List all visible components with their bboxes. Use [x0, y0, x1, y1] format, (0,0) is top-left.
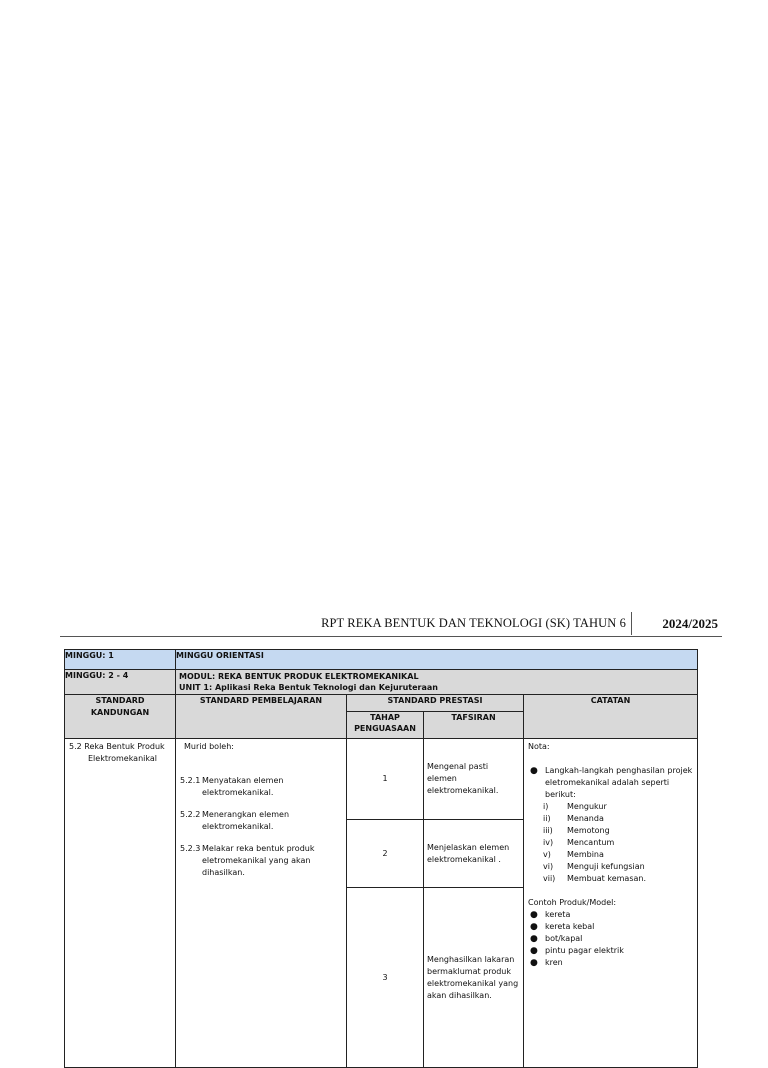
sp-item: 5.2.3 Melakar reka bentuk produk eletromekanikal yang akan dihasilkan.: [180, 844, 315, 877]
unit-title: UNIT 1: Aplikasi Reka Bentuk Teknologi dan Kejuruteraan: [179, 683, 438, 692]
sk-title: Reka Bentuk Produk: [84, 742, 165, 751]
rpt-table: [64, 649, 698, 1068]
week-label: MINGGU: 2 - 4: [65, 670, 176, 695]
list-item: ● kereta: [530, 910, 571, 920]
tafsiran-3: Menghasilkan lakaran bermaklumat produk elektromekanikal yang akan dihasilkan.: [424, 888, 524, 1068]
list-item: iii) Memotong: [543, 826, 610, 835]
tafsiran-1: Mengenal pasti elemen elektromekanikal.: [424, 739, 524, 820]
list-item: ● kereta kebal: [530, 922, 595, 932]
list-item: ● pintu pagar elektrik: [530, 946, 624, 956]
contoh-list: [528, 909, 693, 969]
sk-title-2: Elektromekanikal: [88, 754, 157, 763]
col-tahap-penguasaan: TAHAP PENGUASAAN: [347, 712, 424, 739]
list-item: ii) Menanda: [543, 814, 604, 823]
module-cell: [176, 670, 698, 695]
standard-pembelajaran-cell: [176, 739, 347, 1068]
bullet-icon: ●: [530, 934, 538, 944]
col-standard-prestasi: STANDARD PRESTASI: [347, 695, 524, 712]
document-year: 2024/2025: [662, 616, 718, 631]
content-row-1: [65, 739, 698, 820]
header-divider: [631, 612, 632, 635]
page-header: [60, 612, 722, 637]
list-item: iv) Mencantum: [543, 838, 615, 847]
sk-number: 5.2: [69, 742, 82, 751]
tafsiran-2: Menjelaskan elemen elektromekanikal .: [424, 820, 524, 888]
list-item: ● kren: [530, 958, 563, 968]
week-label: MINGGU: 1: [65, 650, 176, 670]
sp-item: 5.2.2 Menerangkan elemen elektromekanikal.: [180, 810, 290, 831]
contoh-title: Contoh Produk/Model:: [528, 898, 617, 907]
list-item: ● Langkah-langkah penghasilan projek eletromekanikal adalah seperti berikut:: [530, 766, 693, 799]
bullet-icon: ●: [530, 922, 538, 932]
document-title: RPT REKA BENTUK DAN TEKNOLOGI (SK) TAHUN 6: [321, 616, 626, 630]
bullet-icon: ●: [530, 910, 538, 920]
sp-item: 5.2.1 Menyatakan elemen elektromekanikal.: [180, 776, 284, 797]
nota-bullets: [528, 765, 693, 801]
col-standard-pembelajaran: STANDARD PEMBELAJARAN: [176, 695, 347, 739]
col-standard-kandungan: STANDARD KANDUNGAN: [65, 695, 176, 739]
standard-kandungan-cell: [65, 739, 176, 1068]
module-title: MODUL: REKA BENTUK PRODUK ELEKTROMEKANIKAL: [179, 672, 419, 681]
sp-intro: Murid boleh:: [184, 742, 234, 751]
week-row-2: [65, 670, 698, 695]
steps-list: [543, 801, 693, 885]
tahap-1: 1: [347, 739, 424, 820]
tahap-3: 3: [347, 888, 424, 1068]
tahap-2: 2: [347, 820, 424, 888]
list-item: ● bot/kapal: [530, 934, 583, 944]
col-catatan: CATATAN: [524, 695, 698, 739]
week-description: MINGGU ORIENTASI: [176, 650, 698, 670]
bullet-icon: ●: [530, 946, 538, 956]
list-item: vi) Menguji kefungsian: [543, 862, 645, 871]
catatan-cell: [524, 739, 698, 1068]
bullet-icon: ●: [530, 958, 538, 968]
list-item: v) Membina: [543, 850, 604, 859]
nota-label: Nota:: [528, 742, 550, 751]
list-item: i) Mengukur: [543, 802, 607, 811]
col-tafsiran: TAFSIRAN: [424, 712, 524, 739]
week-row-1: [65, 650, 698, 670]
column-header-row: [65, 695, 698, 712]
list-item: vii) Membuat kemasan.: [543, 874, 646, 883]
bullet-icon: ●: [530, 766, 538, 776]
